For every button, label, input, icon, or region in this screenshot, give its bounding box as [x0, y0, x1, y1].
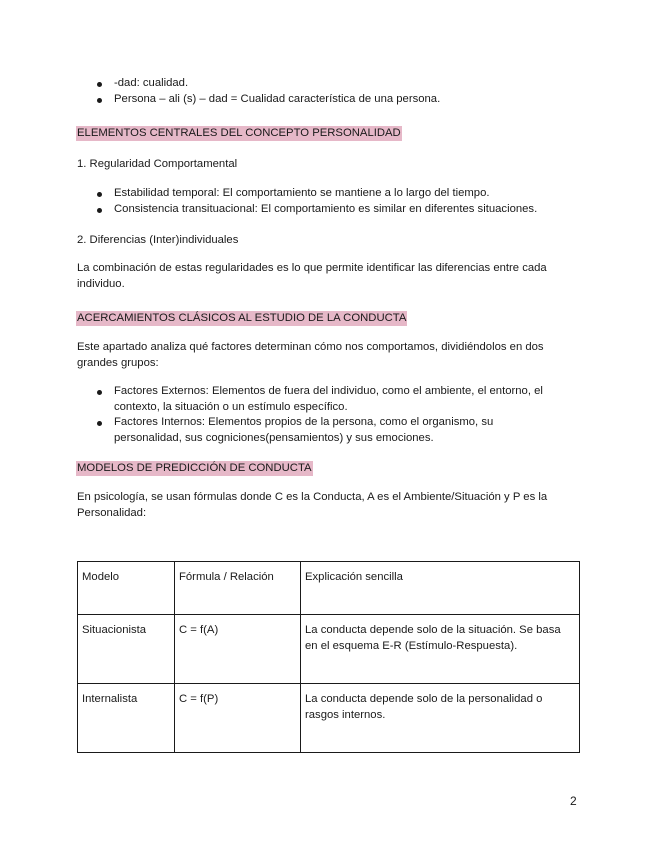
table-cell-model: Situacionista — [78, 615, 175, 684]
table-cell-model: Internalista — [78, 684, 175, 753]
section-heading-acercamientos: ACERCAMIENTOS CLÁSICOS AL ESTUDIO DE LA CONDUCTA — [77, 312, 407, 324]
explanation-line: La conducta depende solo de la situación. Se basa — [305, 624, 561, 636]
paragraph-line: Personalidad: — [77, 507, 147, 519]
table-cell-explanation — [301, 615, 580, 684]
table-header-cell: Explicación sencilla — [301, 562, 580, 615]
table-row — [78, 684, 580, 753]
models-table — [77, 561, 580, 753]
bullet-dot — [97, 192, 102, 197]
bullet-dot — [97, 421, 102, 426]
table-header-cell: Modelo — [78, 562, 175, 615]
intro-bullet-2: Persona – ali (s) – dad = Cualidad característica de una persona. — [114, 93, 441, 105]
bullet-factores-internos-cont: personalidad, sus cogniciones(pensamientos) y sus emociones. — [114, 432, 434, 444]
paragraph-line: Este apartado analiza qué factores determinan cómo nos comportamos, dividiéndolos en dos — [77, 341, 544, 353]
explanation-line: La conducta depende solo de la personalidad o — [305, 693, 543, 705]
page-number: 2 — [570, 794, 577, 808]
table-row — [78, 615, 580, 684]
table-header-row — [78, 562, 580, 615]
table-cell-formula: C = f(A) — [175, 615, 301, 684]
paragraph-line: individuo. — [77, 278, 125, 290]
bullet-dot — [97, 208, 102, 213]
table-cell-explanation — [301, 684, 580, 753]
bullet-dot — [97, 98, 102, 103]
paragraph-line: La combinación de estas regularidades es lo que permite identificar las diferencias entre cada — [77, 262, 547, 274]
bullet-estabilidad: Estabilidad temporal: El comportamiento se mantiene a lo largo del tiempo. — [114, 187, 490, 199]
section-heading-elementos: ELEMENTOS CENTRALES DEL CONCEPTO PERSONALIDAD — [77, 127, 401, 139]
subheading-diferencias: 2. Diferencias (Inter)individuales — [77, 234, 239, 246]
table-header-cell: Fórmula / Relación — [175, 562, 301, 615]
paragraph-line: En psicología, se usan fórmulas donde C es la Conducta, A es el Ambiente/Situación y P es la — [77, 491, 548, 503]
explanation-line: en el esquema E-R (Estímulo-Respuesta). — [305, 640, 518, 652]
bullet-consistencia: Consistencia transituacional: El comportamiento es similar en diferentes situaciones. — [114, 203, 538, 215]
explanation-line: rasgos internos. — [305, 709, 386, 721]
bullet-factores-externos-cont: contexto, la situación o un estímulo específico. — [114, 401, 348, 413]
section-heading-modelos: MODELOS DE PREDICCIÓN DE CONDUCTA — [77, 462, 312, 474]
subheading-regularidad: 1. Regularidad Comportamental — [77, 158, 238, 170]
bullet-factores-externos: Factores Externos: Elementos de fuera del individuo, como el ambiente, el entorno, el — [114, 385, 543, 397]
bullet-dot — [97, 82, 102, 87]
table-cell-formula: C = f(P) — [175, 684, 301, 753]
paragraph-line: grandes grupos: — [77, 357, 159, 369]
bullet-dot — [97, 390, 102, 395]
bullet-factores-internos: Factores Internos: Elementos propios de la persona, como el organismo, su — [114, 416, 494, 428]
intro-bullet-1: -dad: cualidad. — [114, 77, 189, 89]
